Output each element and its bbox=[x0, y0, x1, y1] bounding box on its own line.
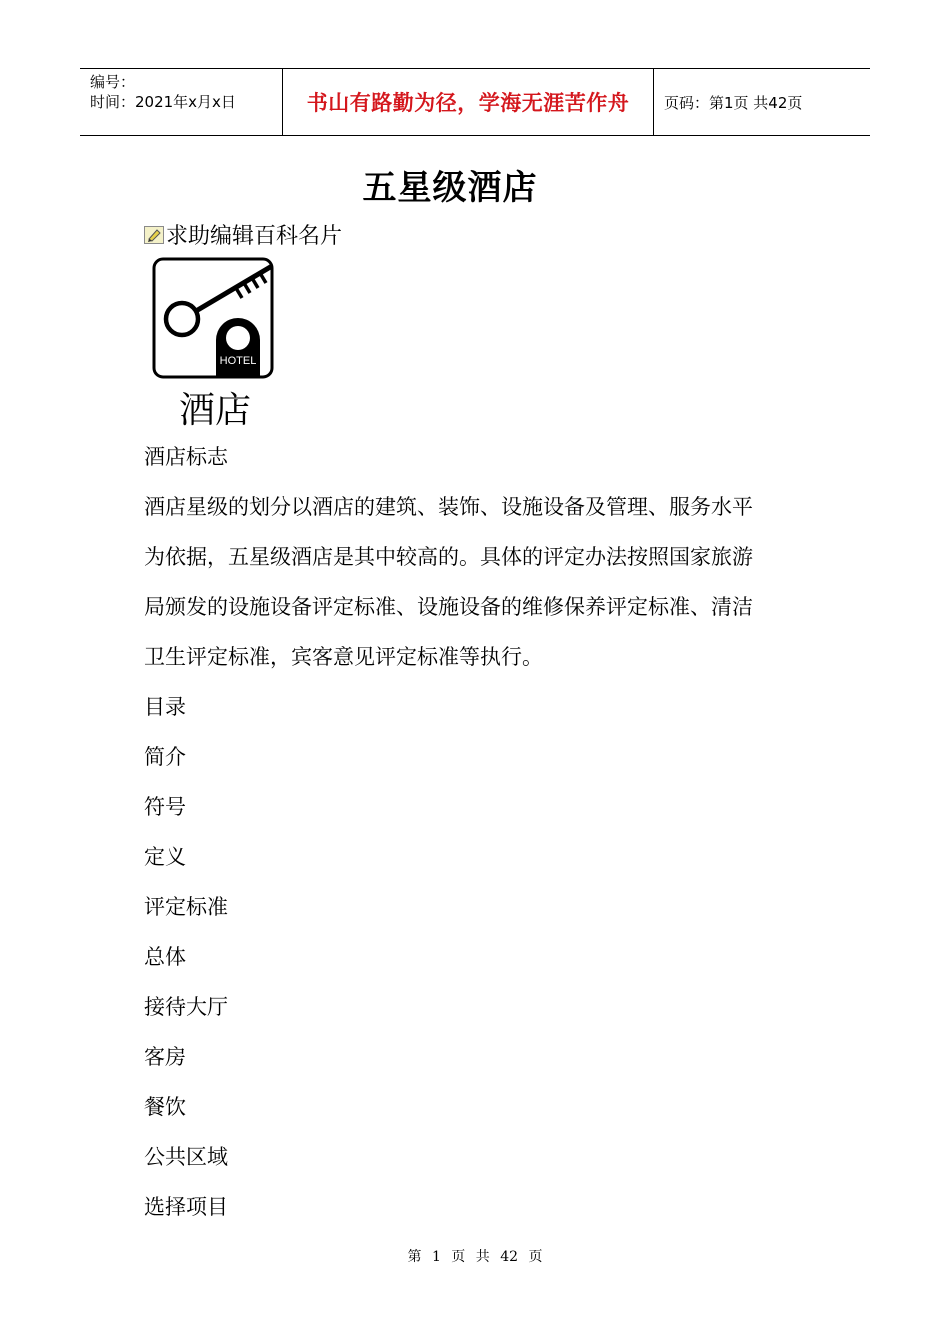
paragraph-line: 局颁发的设施设备评定标准、设施设备的维修保养评定标准、清洁 bbox=[144, 595, 753, 619]
hotel-logo bbox=[150, 256, 280, 430]
toc-item: 符号 bbox=[144, 795, 186, 819]
toc-item: 定义 bbox=[144, 845, 186, 869]
help-edit-link[interactable] bbox=[144, 219, 342, 250]
edit-icon bbox=[144, 226, 164, 244]
toc-heading: 目录 bbox=[144, 695, 186, 719]
toc-item: 总体 bbox=[144, 945, 186, 969]
toc-item: 餐饮 bbox=[144, 1095, 186, 1119]
document-title: 五星级酒店 bbox=[362, 168, 538, 208]
page-info: 页码：第1页 共42页 bbox=[664, 93, 803, 112]
motto: 书山有路勤为径，学海无涯苦作舟 bbox=[306, 91, 630, 115]
header-motto-cell bbox=[282, 69, 654, 135]
paragraph-line: 酒店星级的划分以酒店的建筑、装饰、设施设备及管理、服务水平 bbox=[144, 495, 753, 519]
header-meta bbox=[80, 69, 282, 135]
help-edit-label: 求助编辑百科名片 bbox=[166, 224, 343, 249]
header-page-info bbox=[654, 69, 870, 135]
number-label: 编号： bbox=[90, 73, 136, 91]
time-label: 时间：2021年x月x日 bbox=[90, 93, 236, 111]
logo-caption-text: 酒店标志 bbox=[144, 445, 228, 469]
toc-item: 选择项目 bbox=[144, 1195, 228, 1219]
paragraph-line: 为依据，五星级酒店是其中较高的。具体的评定办法按照国家旅游 bbox=[144, 545, 753, 569]
paragraph-line: 卫生评定标准，宾客意见评定标准等执行。 bbox=[144, 645, 543, 669]
toc-item: 简介 bbox=[144, 745, 186, 769]
toc-item: 客房 bbox=[144, 1045, 186, 1069]
toc-item: 接待大厅 bbox=[144, 995, 228, 1019]
article-body bbox=[144, 432, 814, 1232]
toc-item: 公共区域 bbox=[144, 1145, 228, 1169]
document-header bbox=[80, 68, 870, 136]
page-footer: 第 1 页 共 42 页 bbox=[407, 1249, 543, 1265]
toc-item: 评定标准 bbox=[144, 895, 228, 919]
logo-caption: 酒店 bbox=[178, 390, 252, 430]
logo-badge-text: HOTEL bbox=[219, 355, 257, 367]
